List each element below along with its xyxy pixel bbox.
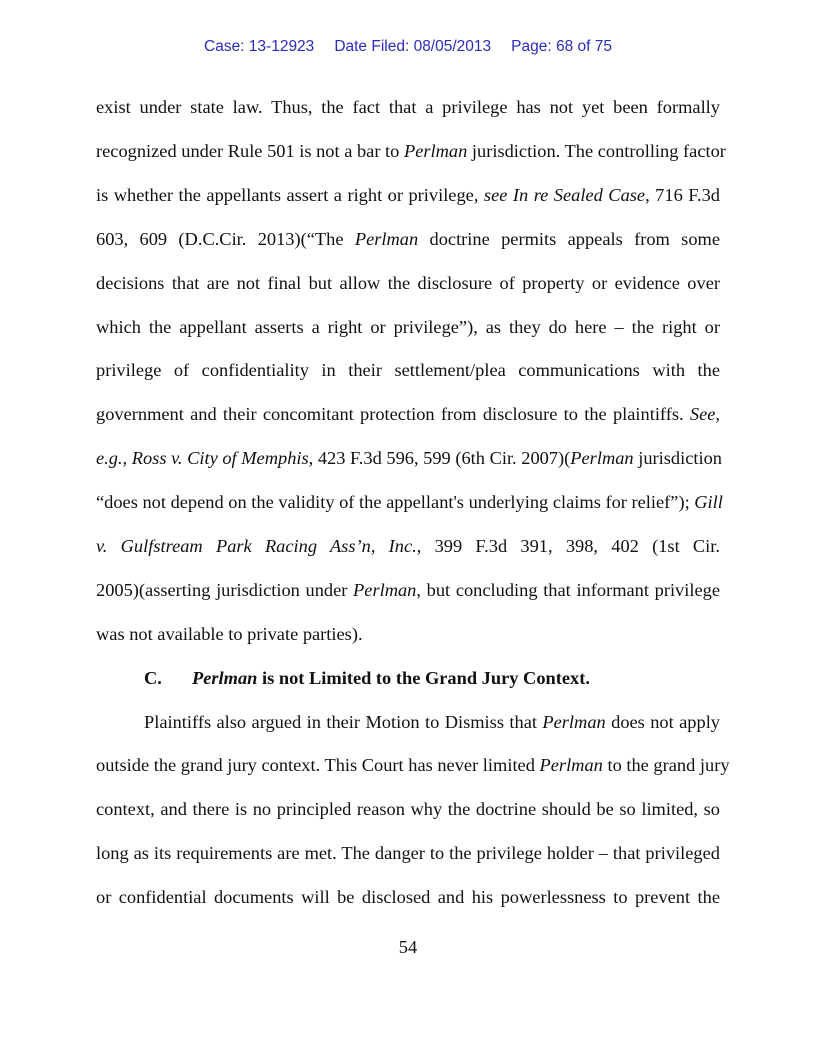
- text-line: or confidential documents will be disclosed and his powerlessness to prevent the: [96, 887, 720, 907]
- text-line: Plaintiffs also argued in their Motion to Dismiss that Perlman does not apply: [144, 712, 720, 732]
- text-line: government and their concomitant protection from disclosure to the plaintiffs. See,: [96, 404, 720, 424]
- text-line: recognized under Rule 501 is not a bar to Perlman jurisdiction. The controlling factor: [96, 141, 726, 161]
- text-line: context, and there is no principled reason why the doctrine should be so limited, so: [96, 799, 720, 819]
- text-line: outside the grand jury context. This Court has never limited Perlman to the grand jury: [96, 755, 730, 775]
- text-line: 603, 609 (D.C.Cir. 2013)(“The Perlman doctrine permits appeals from some: [96, 229, 720, 249]
- filing-header: [0, 38, 816, 56]
- section-heading-text: is not Limited to the Grand Jury Context.: [257, 668, 590, 688]
- text-line: is whether the appellants assert a right or privilege, see In re Sealed Case, 716 F.3d: [96, 185, 720, 205]
- section-heading-italic: Perlman: [192, 668, 258, 688]
- text-line: decisions that are not final but allow the disclosure of property or evidence over: [96, 273, 720, 293]
- section-heading: [144, 665, 590, 691]
- text-line: which the appellant asserts a right or privilege”), as they do here – the right or: [96, 317, 720, 337]
- page-indicator: Page: 68 of 75: [511, 38, 612, 55]
- text-line: privilege of confidentiality in their settlement/plea communications with the: [96, 360, 720, 380]
- text-line: “does not depend on the validity of the appellant's underlying claims for relief”); Gill: [96, 492, 723, 512]
- case-number: Case: 13-12923: [204, 38, 315, 55]
- text-line: 2005)(asserting jurisdiction under Perlman, but concluding that informant privilege: [96, 580, 720, 600]
- text-line: was not available to private parties).: [96, 624, 363, 644]
- text-line: e.g., Ross v. City of Memphis, 423 F.3d 596, 599 (6th Cir. 2007)(Perlman jurisdiction: [96, 448, 722, 468]
- date-filed: Date Filed: 08/05/2013: [334, 38, 492, 55]
- page-number: 54: [398, 937, 418, 957]
- text-line: long as its requirements are met. The danger to the privilege holder – that privileged: [96, 843, 720, 863]
- section-letter: C.: [144, 668, 162, 688]
- text-line: v. Gulfstream Park Racing Ass’n, Inc., 399 F.3d 391, 398, 402 (1st Cir.: [96, 536, 721, 556]
- text-line: exist under state law. Thus, the fact that a privilege has not yet been formally: [96, 97, 720, 117]
